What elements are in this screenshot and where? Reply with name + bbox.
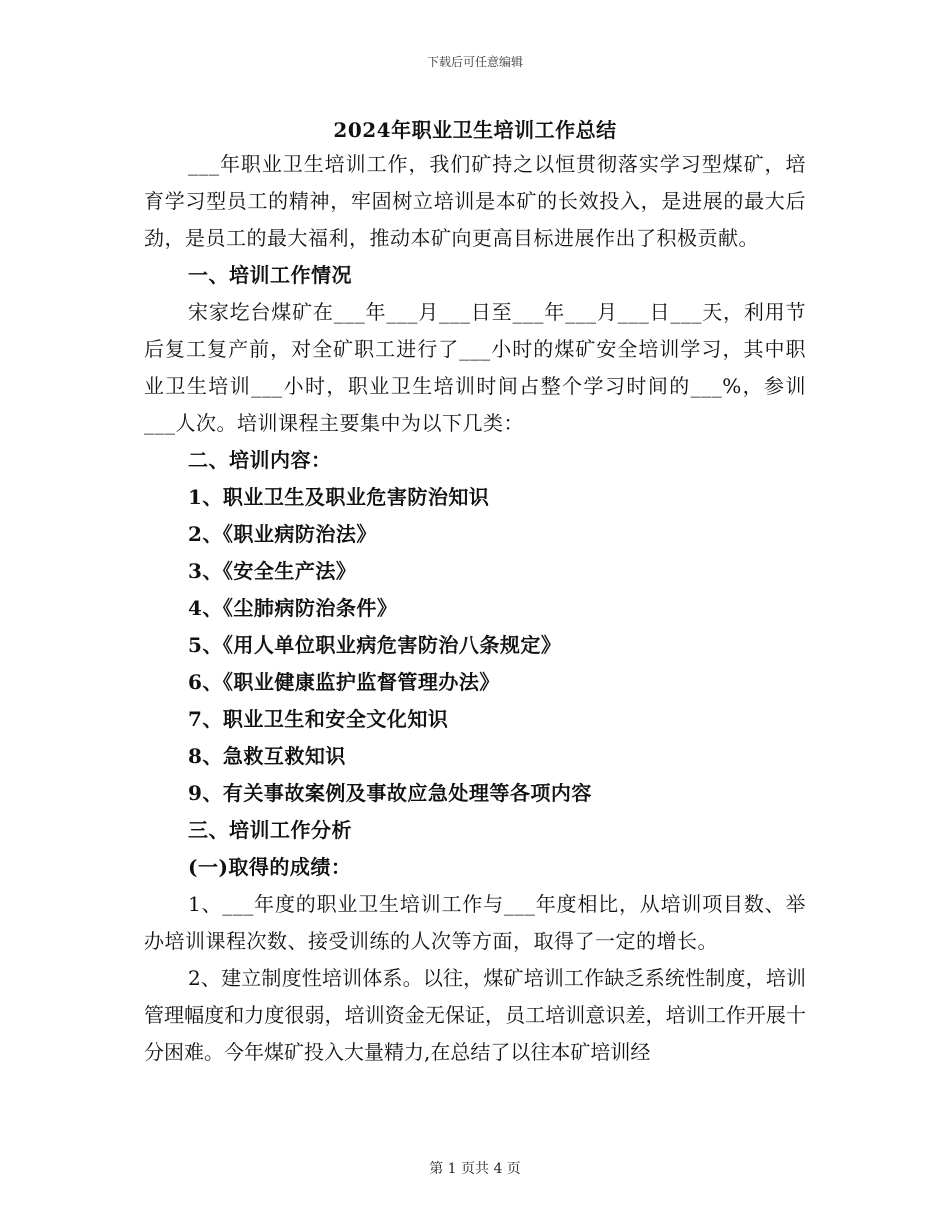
training-situation-paragraph: 宋家圪台煤矿在___年___月___日至___年___月___日___天，利用节后复工复产前，对全矿职工进行了___小时的煤矿安全培训学习，其中职业卫生培训___小时，职业卫生培训时间占整个学习时间的___%，参训___人次。培训课程主要集中为以下几类： [144, 300, 806, 435]
section-heading-3: 三、培训工作分析 [188, 818, 352, 842]
content-item-1: 1、职业卫生及职业危害防治知识 [188, 485, 490, 509]
content-item-6: 6、《职业健康监护监督管理办法》 [188, 670, 500, 694]
content-item-9: 9、有关事故案例及事故应急处理等各项内容 [188, 781, 592, 805]
content-item-4: 4、《尘肺病防治条件》 [188, 596, 398, 620]
subsection-heading-1: (一)取得的成绩： [188, 855, 352, 879]
document-body [144, 146, 806, 1071]
document-title: 2024年职业卫生培训工作总结 [333, 118, 617, 142]
achievement-paragraph-2: 2、建立制度性培训体系。以往，煤矿培训工作缺乏系统性制度，培训管理幅度和力度很弱，培训资金无保证，员工培训意识差，培训工作开展十分困难。今年煤矿投入大量精力,在总结了以往本矿培训经 [144, 966, 806, 1064]
content-item-2: 2、《职业病防治法》 [188, 522, 377, 546]
intro-paragraph: ___年职业卫生培训工作，我们矿持之以恒贯彻落实学习型煤矿，培育学习型员工的精神，牢固树立培训是本矿的长效投入，是进展的最大后劲，是员工的最大福利，推动本矿向更高目标进展作出了积极贡献。 [144, 152, 806, 250]
header-note: 下载后可任意编辑 [426, 55, 523, 69]
content-item-8: 8、急救互救知识 [188, 744, 346, 768]
content-item-3: 3、《安全生产法》 [188, 559, 357, 583]
content-item-5: 5、《用人单位职业病危害防治八条规定》 [188, 633, 562, 657]
achievement-paragraph-1: 1、___年度的职业卫生培训工作与___年度相比，从培训项目数、举办培训课程次数、接受训练的人次等方面，取得了一定的增长。 [144, 892, 806, 953]
page-number: 第 1 页共 4 页 [429, 1161, 521, 1177]
section-heading-1: 一、培训工作情况 [188, 263, 352, 287]
content-item-7: 7、职业卫生和安全文化知识 [188, 707, 449, 731]
section-heading-2: 二、培训内容： [188, 448, 332, 472]
